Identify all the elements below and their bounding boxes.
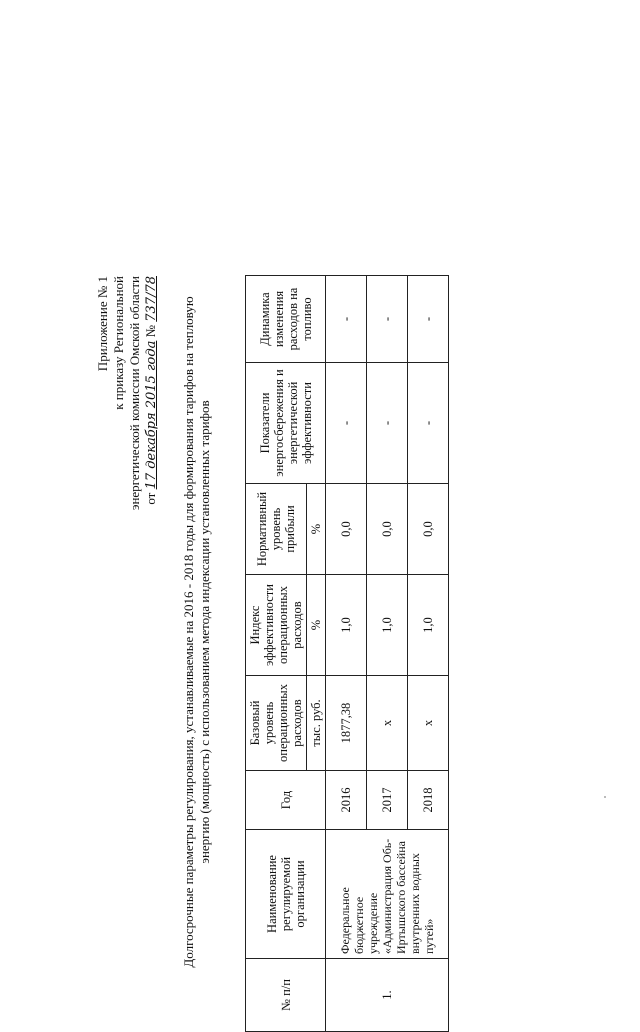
appendix-line-2: к приказу Региональной [111, 276, 126, 410]
cell-energy: - [367, 363, 408, 484]
cell-profit: 0,0 [367, 484, 408, 575]
cell-base-cost: 1877,38 [326, 676, 367, 771]
appendix-line-3: энергетической комиссии Омской области [127, 276, 142, 511]
handwritten-date: 17 декабря 2015 года [144, 340, 159, 490]
cell-base-cost: х [367, 676, 408, 771]
row-org: Федеральное бюджетное учреждение «Администрация Обь-Иртышского бассейна внутренних водных путей» [326, 830, 449, 959]
cell-index: 1,0 [367, 575, 408, 676]
cell-fuel: - [408, 276, 449, 363]
unit-base-cost: тыс. руб. [307, 676, 326, 771]
header-num: № п/п [246, 959, 326, 1032]
cell-fuel: - [326, 276, 367, 363]
header-index: Индекс эффективности операционных расходов [246, 575, 307, 676]
cell-index: 1,0 [326, 575, 367, 676]
landscape-sheet [95, 0, 535, 1011]
document-title [181, 232, 213, 1032]
header-energy: Показатели энергосбережения и энергетической эффективности [246, 363, 326, 484]
from-label: от [143, 492, 158, 505]
appendix-line-1: Приложение № 1 [95, 276, 110, 372]
scan-speck [604, 796, 606, 798]
cell-profit: 0,0 [408, 484, 449, 575]
parameters-table [245, 275, 449, 1032]
cell-year: 2017 [367, 771, 408, 830]
cell-profit: 0,0 [326, 484, 367, 575]
cell-energy: - [408, 363, 449, 484]
handwritten-number: 737/78 [144, 276, 159, 322]
title-line-2: энергию (мощность) с использованием метода индексации установленных тарифов [197, 400, 212, 864]
header-profit: Нормативный уровень прибыли [246, 484, 307, 575]
header-org: Наименование регулируемой организации [246, 830, 326, 959]
header-row [246, 276, 307, 1032]
header-year: Год [246, 771, 326, 830]
row-num: 1. [326, 959, 449, 1032]
number-label: № [143, 325, 158, 338]
cell-year: 2016 [326, 771, 367, 830]
unit-profit: % [307, 484, 326, 575]
header-base-cost: Базовый уровень операционных расходов [246, 676, 307, 771]
cell-energy: - [326, 363, 367, 484]
cell-fuel: - [367, 276, 408, 363]
table-row [326, 276, 367, 1032]
header-fuel: Динамика изменения расходов на топливо [246, 276, 326, 363]
unit-index: % [307, 575, 326, 676]
cell-index: 1,0 [408, 575, 449, 676]
cell-base-cost: х [408, 676, 449, 771]
cell-year: 2018 [408, 771, 449, 830]
appendix-header [95, 276, 160, 510]
title-line-1: Долгосрочные параметры регулирования, устанавливаемые на 2016 - 2018 годы для формирования тарифов на тепловую [181, 296, 196, 968]
appendix-date-line [143, 276, 160, 510]
